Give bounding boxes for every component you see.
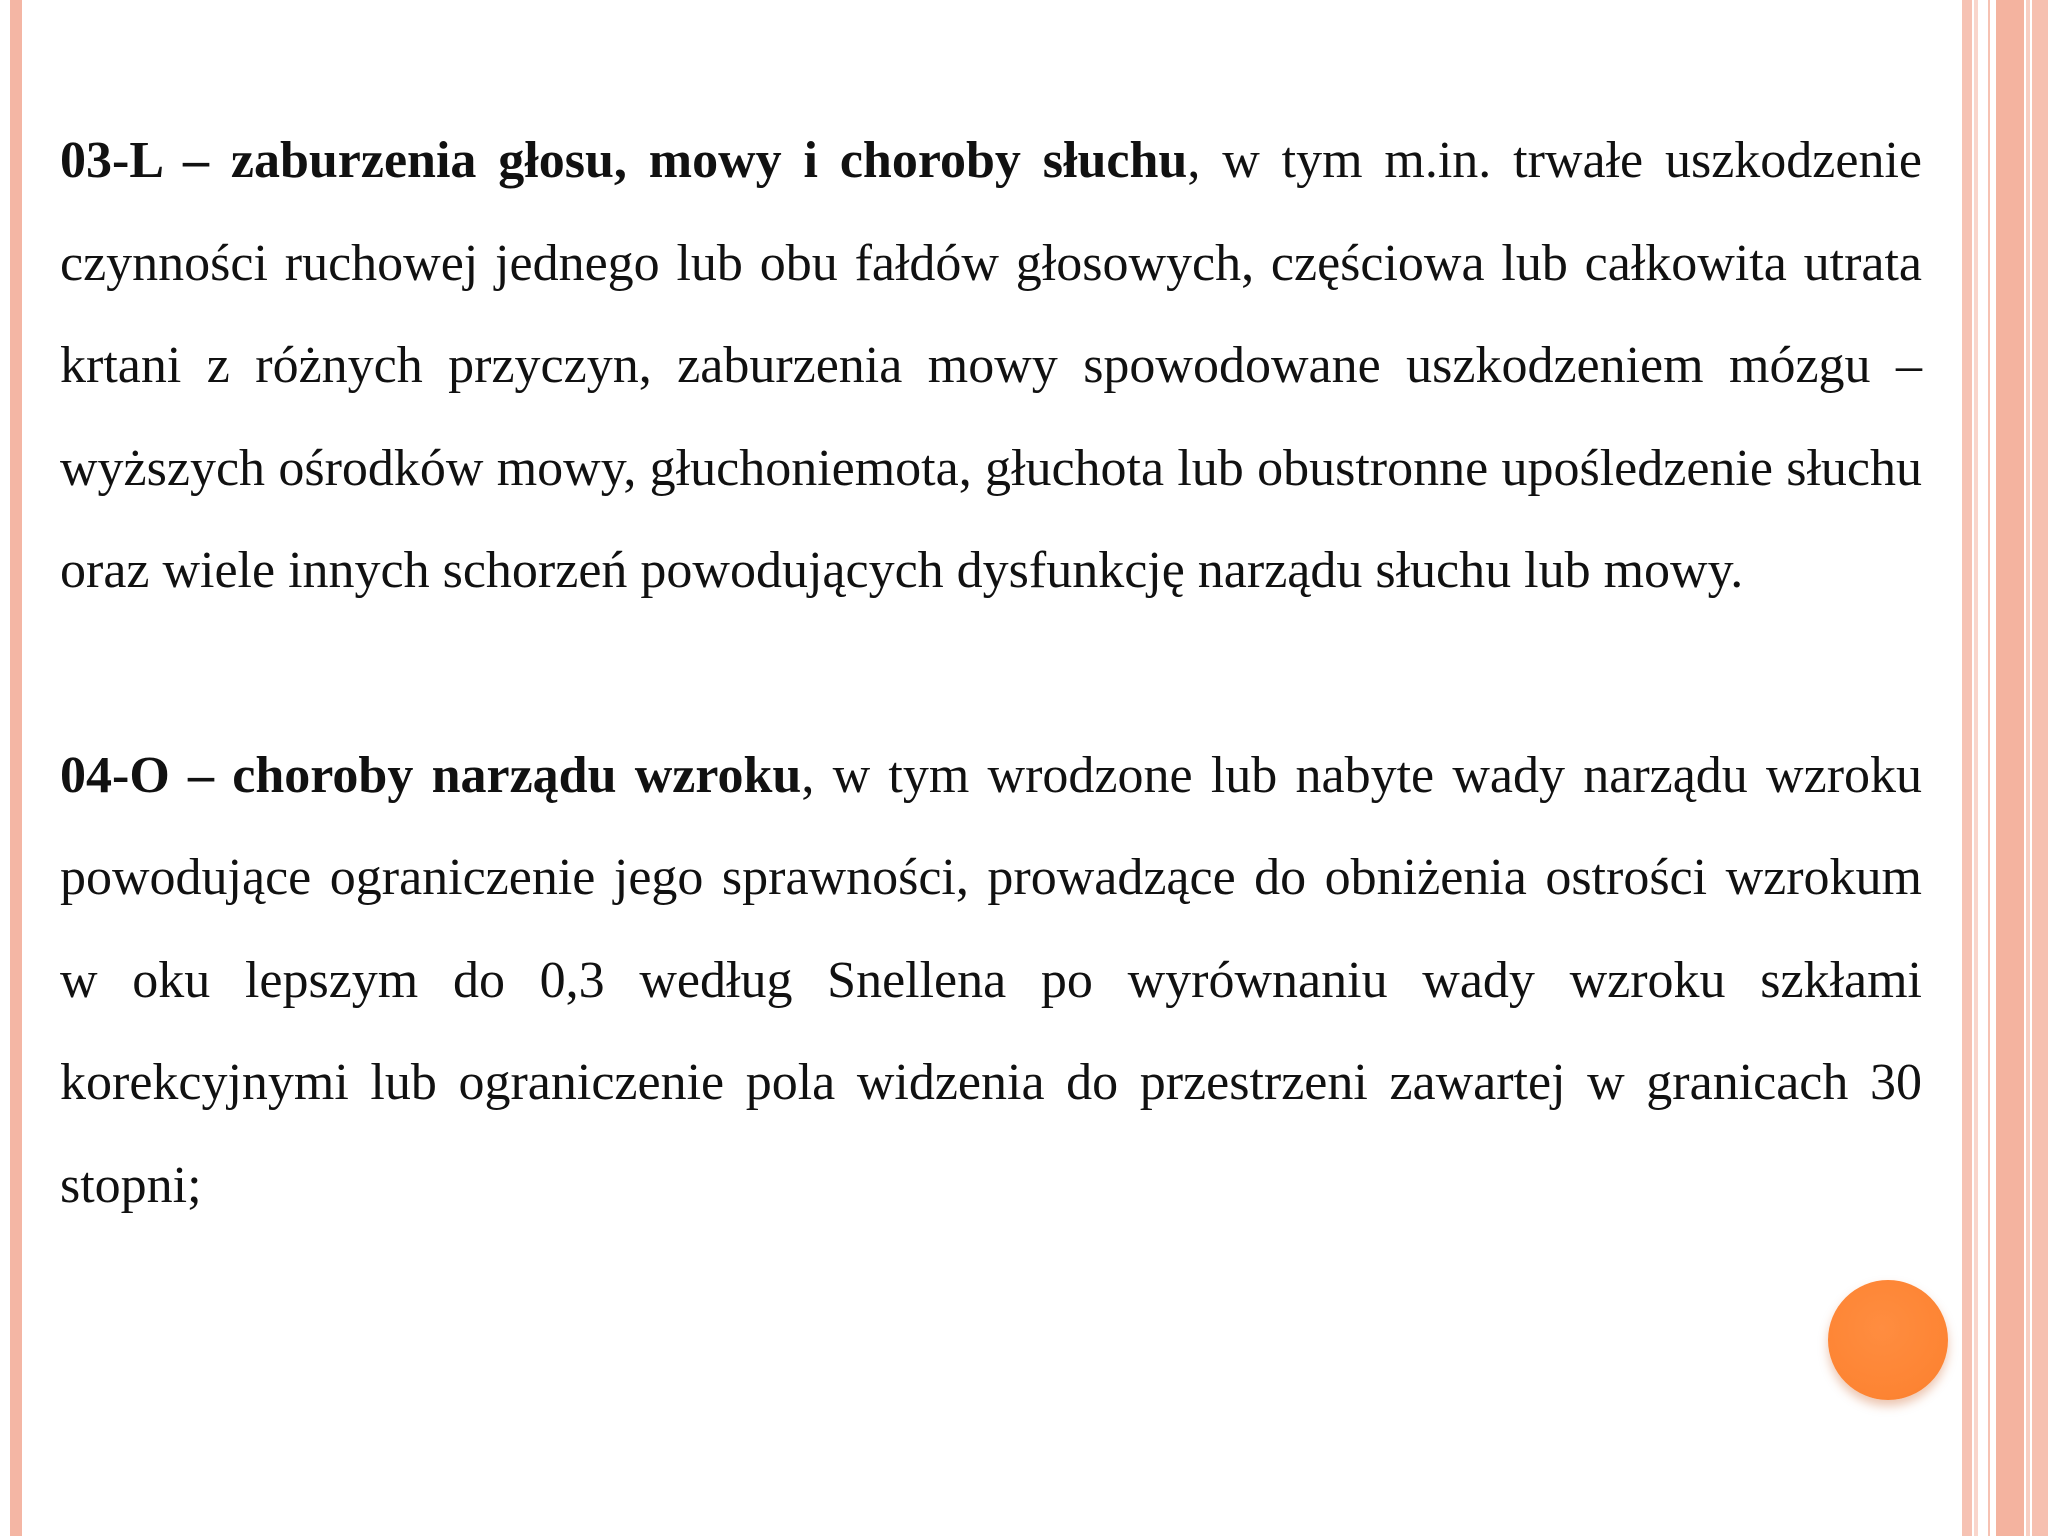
paragraph-heading: 03-L – zaburzenia głosu, mowy i choroby słuchu — [60, 132, 1188, 189]
paragraph-03-l — [60, 110, 1922, 623]
paragraph-04-o — [60, 725, 1922, 1238]
right-border-stripe — [1962, 0, 1972, 1536]
right-border-stripe — [1996, 0, 2024, 1536]
right-border-stripe — [2026, 0, 2030, 1536]
right-border-stripe — [1988, 0, 1990, 1536]
paragraph-body: , w tym m.in. trwałe uszkodzenie czynności ruchowej jednego lub obu fałdów głosowych, częściowa lub całkowita utrata krtani z różnych przyczyn, zaburzenia mowy spowodowane uszkodzeniem mózgu – wyższych ośrodków mowy, głuchoniemota, głuchota lub obustronne upośledzenie słuchu oraz wiele innych schorzeń powodujących dysfunkcję narządu słuchu lub mowy. — [60, 132, 1922, 599]
slide-text-body — [60, 110, 1922, 1237]
left-border-stripe — [10, 0, 22, 1536]
paragraph-body: , w tym wrodzone lub nabyte wady narządu wzroku powodujące ograniczenie jego sprawności, prowadzące do obniżenia ostrości wzrokum w oku lepszym do 0,3 według Snellena po wyrównaniu wady wzroku szkłami korekcyjnymi lub ograniczenie pola widzenia do przestrzeni zawartej w granicach 30 stopni; — [60, 746, 1923, 1214]
paragraph-heading: 04-O – choroby narządu wzroku — [60, 746, 802, 804]
orange-circle-decoration — [1828, 1280, 1948, 1400]
right-border-stripe — [2032, 0, 2048, 1536]
right-border-stripe — [1974, 0, 1978, 1536]
